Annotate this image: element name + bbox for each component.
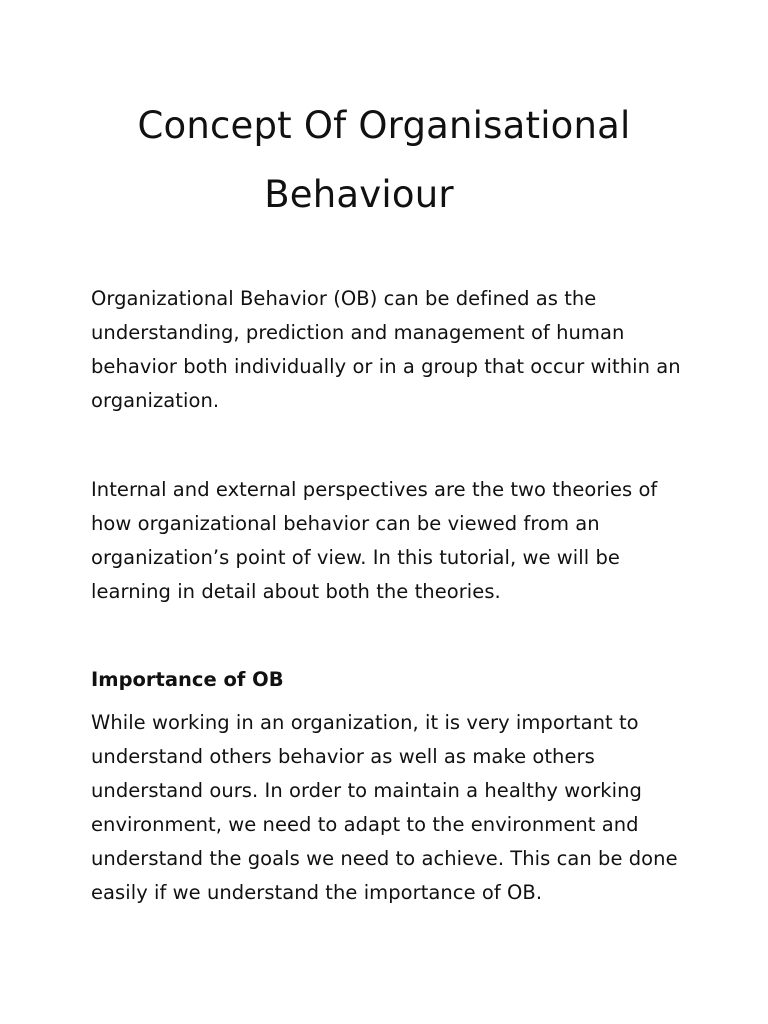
paragraph-perspectives: Internal and external perspectives are the two theories of how organizational behavior can be viewed from an organization’s point of view. In this tutorial, we will be learning in detail about both the theories. xyxy=(91,478,658,603)
page-title-line-2: Behaviour xyxy=(264,173,454,216)
page-title-line-1: Concept Of Organisational xyxy=(137,104,631,147)
paragraph-definition: Organizational Behavior (OB) can be defined as the understanding, prediction and management of human behavior both individually or in a group that occur within an organization. xyxy=(91,287,681,412)
section-heading-importance: Importance of OB xyxy=(91,668,284,691)
paragraph-importance: While working in an organization, it is very important to understand others behavior as well as make others understand ours. In order to maintain a healthy working environment, we need to adapt to the environment and understand the goals we need to achieve. This can be done easily if we understand the importance of OB. xyxy=(91,711,678,904)
